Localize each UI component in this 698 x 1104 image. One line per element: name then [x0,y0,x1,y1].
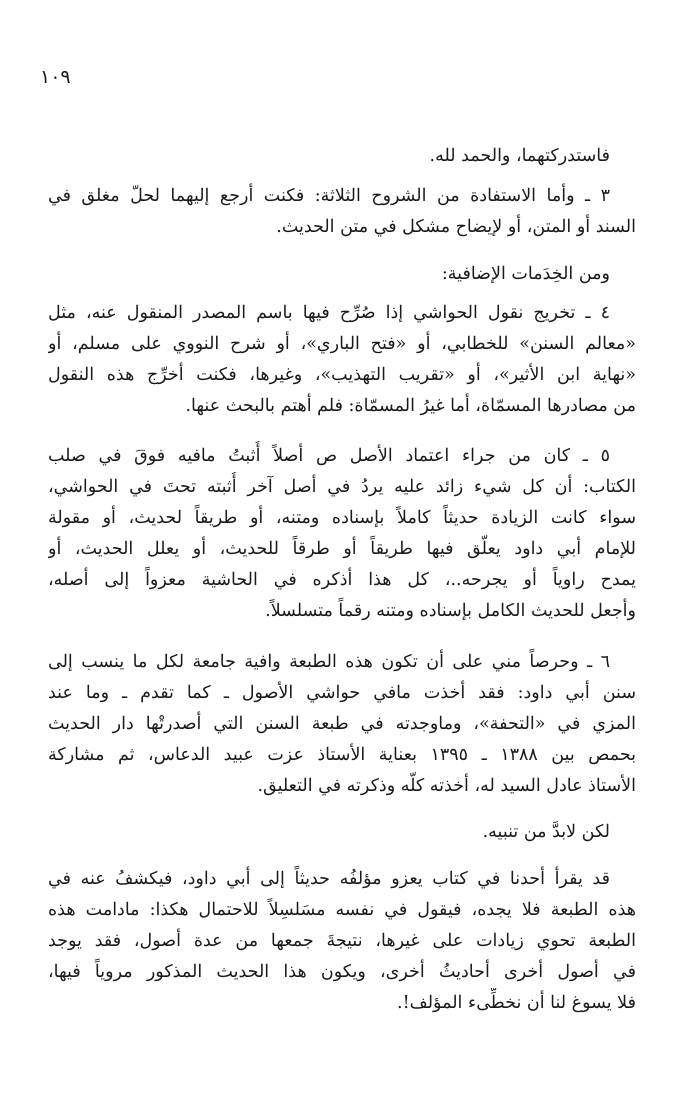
text-line: ٥ ـ كان من جراء اعتماد الأصل ص أصلاً أُثبتُ مافيه فوقَ في صلب [48,446,610,466]
page-number: ١٠٩ [40,66,71,88]
text-line: الأستاذ عادل السيد له، أخذته كلّه وذكرته في التعليق. [257,776,636,796]
paragraph-additional-services [48,259,636,290]
text-line: سواء كانت الزيادة حديثاً كاملاً بإسناده ومتنه، أو طريقاً لحديث، أو مقولة [48,508,636,528]
text-line: ٣ ـ وأما الاستفادة من الشروح الثلاثة: فكنت أرجع إليهما لحلّ مغلق في [48,186,610,206]
text-line: سنن أبي داود: فقد أخذت مافي حواشي الأصول ـ كما تقدم ـ وما عند [48,683,636,703]
text-line: فاستدركتهما، والحمد لله. [429,146,610,166]
paragraph-explanation [48,864,636,1019]
text-line: من مصادرها المسمّاة، أما غيرُ المسمّاة: فلم أهتم بالبحث عنها. [185,396,636,416]
text-line: «نهاية ابن الأثير»، أو «تقريب التهذيب»، وغيرها، فكنت أخرِّج هذه النقول [48,365,636,385]
paragraph-note [48,817,636,848]
text-line: قد يقرأ أحدنا في كتاب يعزو مؤلفُه حديثاً إلى أبي داود، فيكشفُ عنه في [48,869,610,889]
text-line: بحمص بين ١٣٨٨ ـ ١٣٩٥ بعناية الأستاذ عزت عبيد الدعاس، ثم مشاركة [48,745,636,765]
text-line: وأجعل للحديث الكامل بإسناده ومتنه رقماً متسلسلاً. [265,601,636,621]
text-line: للإمام أبي داود يعلّق فيها طريقاً أو طرقاً للحديث، أو يعلل الحديث، أو [48,539,636,559]
paragraph-item-3 [48,181,636,243]
paragraph-item-5 [48,441,636,627]
text-line: لكن لابدَّ من تنبيه. [482,822,610,842]
text-line: يمدح راوياً أو يجرحه..، كل هذا أذكره في الحاشية معزواً إلى أصله، [48,570,636,590]
paragraph-item-4 [48,298,636,422]
text-line: هذه الطبعة فلا يجده، فيقول في نفسه مسَلسِلاً للاحتمال هكذا: مادامت هذه [48,900,636,920]
text-line: الكتاب: أن كل شيء زائد عليه يردُ في أصل آخر أُثبته تحتَ في الحواشي، [48,477,636,497]
paragraph-item-6 [48,647,636,802]
text-line: الطبعة تحوي زيادات على غيرها، نتيجةَ جمعها من عدة أصول، فقد يوجد [48,931,636,951]
text-line: السند أو المتن، أو لإيضاح مشكل في متن الحديث. [276,217,636,237]
text-line: في أصول أخرى أحاديثُ أخرى، ويكون هذا الحديث المذكور مروياً فيها، [48,962,636,982]
text-line: المزي في «التحفة»، وماوجدته في طبعة السنن التي أصدرتْها دار الحديث [48,714,636,734]
text-line: فلا يسوغ لنا أن نخطِّىء المؤلف!. [397,993,636,1013]
text-line: ٦ ـ وحرصاً مني على أن تكون هذه الطبعة وافية جامعة لكل ما ينسب إلى [48,652,610,672]
text-line: «معالم السنن» للخطابي، أو «فتح الباري»، أو شرح النووي على مسلم، أو [48,334,636,354]
paragraph-conclusion [48,141,636,172]
text-line: ومن الخِدَمات الإضافية: [441,264,610,284]
text-line: ٤ ـ تخريج نقول الحواشي إذا صُرِّح فيها باسم المصدر المنقول عنه، مثل [48,303,610,323]
